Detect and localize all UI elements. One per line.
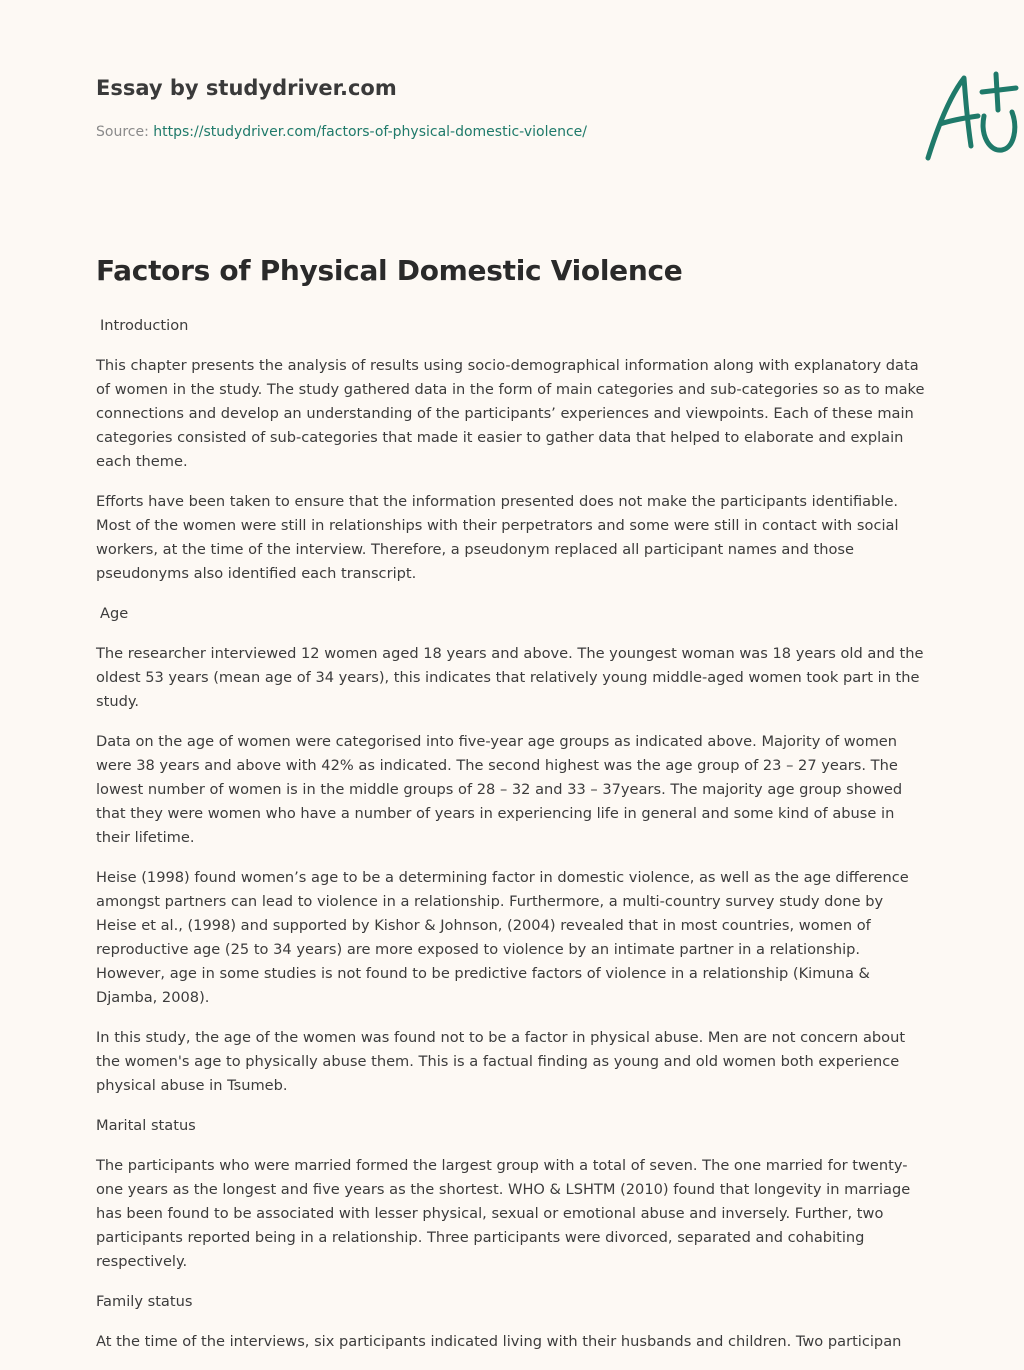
source-label: Source: [96,124,154,140]
paragraph: Heise (1998) found women’s age to be a determining factor in domestic violence, as well as the age difference amongst partners can lead to violence in a relationship. Furthermore, a multi-country survey study done by Heise et al., (1998) and supported by Kishor & Johnson, (2004) revealed that in most countries, women of reproductive age (25 to 34 years) are more exposed to violence by an intimate partner in a relationship. However, age in some studies is not found to be predictive factors of violence in a relationship (Kimuna & Djamba, 2008). [96,869,909,1006]
paragraph: In this study, the age of the women was found not to be a factor in physical abuse. Men are not concern about the women's age to physically abuse them. This is a factual finding as young and old women both experience physical abuse in Tsumeb. [96,1029,906,1094]
source-line [96,124,587,140]
a-plus-icon [916,66,1024,166]
paragraph: This chapter presents the analysis of results using socio-demographical information along with explanatory data of women in the study. The study gathered data in the form of main categories and sub-categories so as to make connections and develop an understanding of the participants’ experiences and viewpoints. Each of these main categories consisted of sub-categories that made it easier to gather data that helped to elaborate and explain each theme. [96,357,925,470]
section-heading-age: Age [100,605,129,622]
source-link[interactable]: https://studydriver.com/factors-of-physical-domestic-violence/ [153,124,587,140]
section-heading-family-status: Family status [96,1293,193,1310]
section-heading-introduction: Introduction [100,317,189,334]
essay-body [96,314,928,1370]
paragraph: The participants who were married formed the largest group with a total of seven. The one married for twenty-one years as the longest and five years as the shortest. WHO & LSHTM (2010) found that longevity in marriage has been found to be associated with lesser physical, sexual or emotional abuse and inversely. Further, two participants reported being in a relationship. Three participants were divorced, separated and cohabiting respectively. [96,1157,911,1270]
paragraph: Data on the age of women were categorised into five-year age groups as indicated above. Majority of women were 38 years and above with 42% as indicated. The second highest was the age group of 23 – 27 years. The lowest number of women is in the middle groups of 28 – 32 and 33 – 37years. The majority age group showed that they were women who have a number of years in experiencing life in general and some kind of abuse in their lifetime. [96,733,903,846]
section-heading-marital-status: Marital status [96,1117,196,1134]
paragraph: At the time of the interviews, six participants indicated living with their husbands and children. Two participan [96,1333,902,1350]
brand-title: Essay by studydriver.com [96,76,397,100]
essay-title: Factors of Physical Domestic Violence [96,254,683,287]
paragraph: Efforts have been taken to ensure that the information presented does not make the participants identifiable. Most of the women were still in relationships with their perpetrators and some were still in contact with social workers, at the time of the interview. Therefore, a pseudonym replaced all participant names and those pseudonyms also identified each transcript. [96,493,899,582]
paragraph: The researcher interviewed 12 women aged 18 years and above. The youngest woman was 18 years old and the oldest 53 years (mean age of 34 years), this indicates that relatively young middle-aged women took part in the study. [96,645,924,710]
